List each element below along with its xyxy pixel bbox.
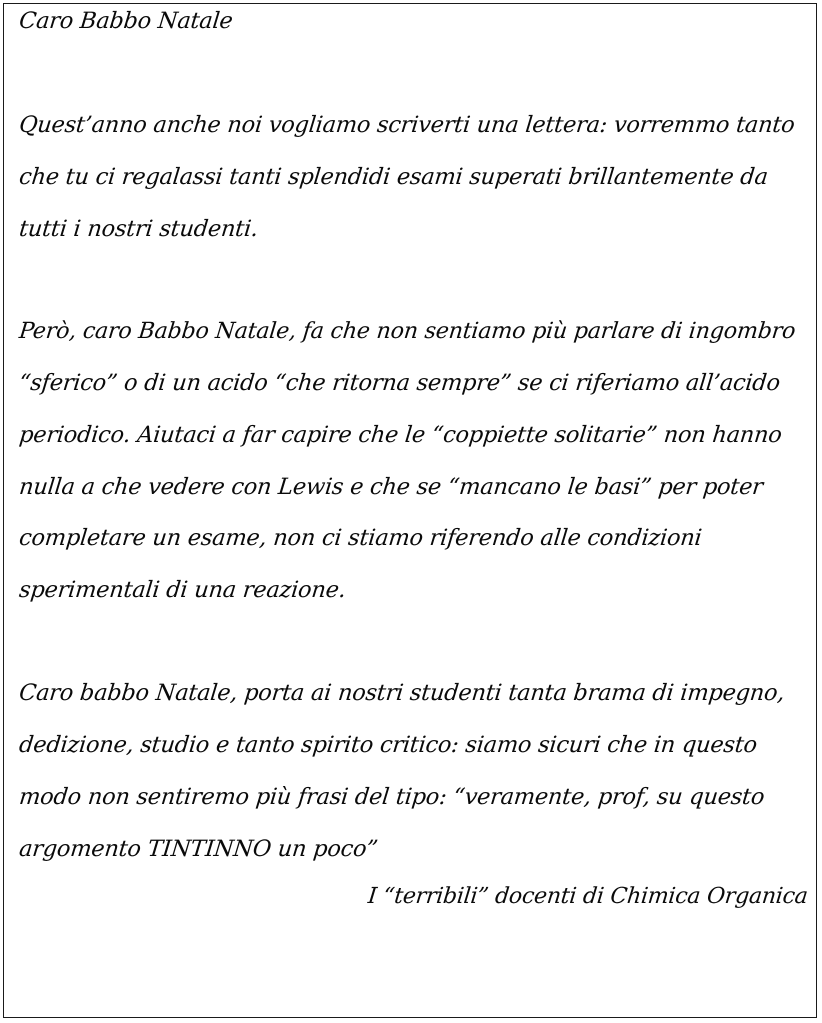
- letter-greeting: Caro Babbo Natale: [17, 8, 234, 34]
- paragraph-2-line-4: nulla a che vedere con Lewis e che se “mancano le basi” per poter: [17, 474, 765, 500]
- paragraph-3-line-4: argomento TINTINNO un poco”: [17, 836, 380, 862]
- paragraph-2-line-6: sperimentali di una reazione.: [17, 577, 348, 603]
- paragraph-3-line-2: dedizione, studio e tanto spirito critico: siamo sicuri che in questo: [17, 732, 759, 758]
- letter-frame: [3, 3, 817, 1018]
- paragraph-1-line-1: Quest’anno anche noi vogliamo scriverti una lettera: vorremmo tanto: [17, 112, 796, 138]
- paragraph-2-line-3: periodico. Aiutaci a far capire che le “coppiette solitarie” non hanno: [17, 422, 784, 448]
- paragraph-1-line-3: tutti i nostri studenti.: [17, 216, 260, 242]
- paragraph-2-line-1: Però, caro Babbo Natale, fa che non sentiamo più parlare di ingombro: [17, 318, 797, 344]
- paragraph-2-line-2: “sferico” o di un acido “che ritorna sempre” se ci riferiamo all’acido: [17, 370, 782, 396]
- paragraph-3-line-3: modo non sentiremo più frasi del tipo: “veramente, prof, su questo: [17, 784, 766, 810]
- letter-signature: I “terribili” docenti di Chimica Organica: [367, 884, 810, 909]
- paragraph-3-line-1: Caro babbo Natale, porta ai nostri studenti tanta brama di impegno,: [17, 680, 786, 706]
- paragraph-2-line-5: completare un esame, non ci stiamo riferendo alle condizioni: [17, 525, 703, 551]
- paragraph-1-line-2: che tu ci regalassi tanti splendidi esami superati brillantemente da: [17, 164, 770, 190]
